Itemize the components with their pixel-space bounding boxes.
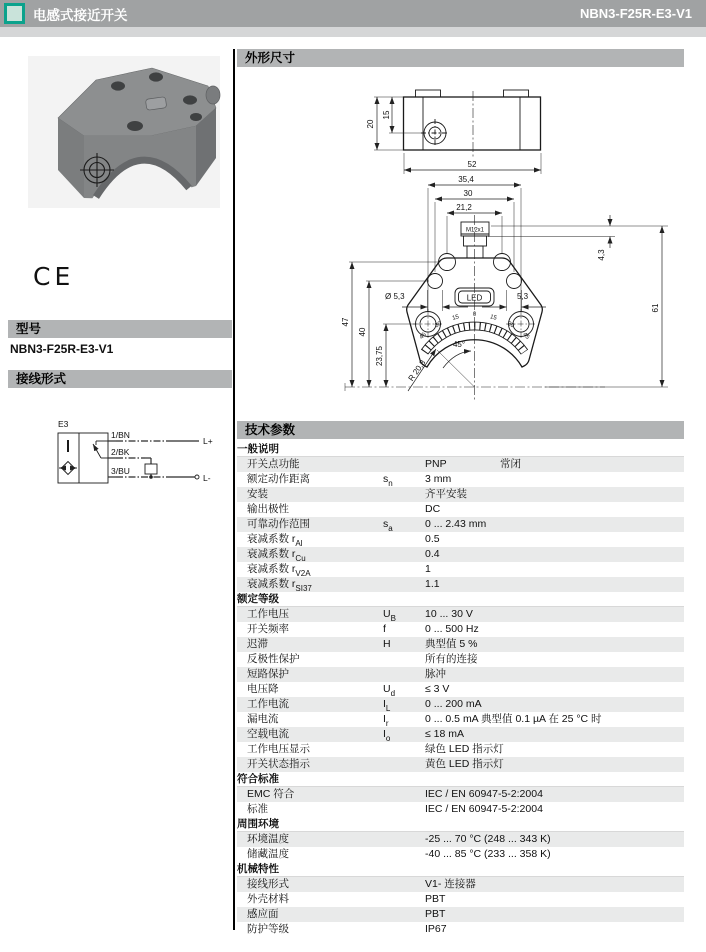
dim-slot-spacing: 21,2 <box>456 203 472 212</box>
model-number: NBN3-F25R-E3-V1 <box>10 342 114 356</box>
specs-section-header: 技术参数 <box>237 421 684 439</box>
spec-row: 输出极性 DC <box>247 503 441 515</box>
lplus-label: L+ <box>203 436 213 446</box>
dim-hole-spacing: 35,4 <box>458 175 474 184</box>
column-divider <box>233 49 235 930</box>
dimensions-section-header: 外形尺寸 <box>237 49 684 67</box>
mounting-hole <box>149 72 163 81</box>
dim-side-height: 20 <box>366 119 375 129</box>
wire2-label: 2/BK <box>111 447 130 457</box>
spec-row: 接线形式 V1- 连接器 <box>237 877 684 892</box>
dim-width: 52 <box>467 160 477 169</box>
product-photo <box>28 56 220 208</box>
spec-row: 反极性保护 所有的连接 <box>247 653 478 665</box>
spec-group-title: 周围环境 <box>237 817 684 832</box>
connector-thread-label: M12x1 <box>465 227 485 234</box>
mounting-hole <box>111 81 125 90</box>
spec-row: 空载电流 $I_o$ ≤ 18 mA <box>237 727 684 742</box>
dim-circle-spacing: 30 <box>463 189 473 198</box>
mounting-hole <box>190 113 202 121</box>
dim-h40: 40 <box>358 327 367 337</box>
side-target-symbol <box>421 119 449 147</box>
dim-angle: 45° <box>452 340 466 349</box>
spec-group-title: 机械特性 <box>237 862 684 877</box>
side-view <box>366 90 541 174</box>
dim-h2375: 23,75 <box>375 345 384 367</box>
spec-row: 衰减系数 $r_{Cu}$ 0.4 <box>237 547 684 562</box>
wiring-diagram <box>40 415 225 507</box>
spec-row: 额定动作距离 $s_n$ 3 mm <box>247 473 452 489</box>
ce-mark: CE <box>33 262 75 291</box>
spec-row: 工作电压 $U_B$ 10 ... 30 V <box>237 607 684 622</box>
wiring-variant-label: E3 <box>58 419 69 429</box>
dim-total-height: 61 <box>651 303 660 313</box>
page-header <box>0 0 706 27</box>
page-title: 电感式接近开关 <box>33 7 128 23</box>
spec-row: 电压降 $U_d$ ≤ 3 V <box>247 683 450 699</box>
wire3-label: 3/BU <box>111 466 130 476</box>
load-symbol <box>145 464 157 474</box>
spec-group-title: 符合标准 <box>237 772 684 787</box>
spec-row: 漏电流 $I_r$ 0 ... 0.5 mA 典型值 0.1 µA 在 25 °C 时 <box>247 713 602 729</box>
led-label: LED <box>466 293 483 303</box>
brand-icon <box>4 3 25 24</box>
front-view <box>341 175 668 402</box>
spec-row: 标准 IEC / EN 60947-5-2:2004 <box>247 803 543 815</box>
dimension-drawing <box>236 72 706 417</box>
spec-row: 衰减系数 $r_{Al}$ 0.5 <box>247 533 440 549</box>
connector-stub <box>206 86 220 104</box>
spec-group-mechanical <box>237 877 684 937</box>
lminus-label: L- <box>203 473 211 483</box>
dim-h47: 47 <box>341 317 350 327</box>
inductive-symbol <box>59 462 77 475</box>
spec-row: 开关频率 f 0 ... 500 Hz <box>247 623 479 635</box>
dim-hole-dia-left: Ø 5,3 <box>385 292 405 301</box>
spec-row: 迟滞 H 典型值 5 % <box>237 637 684 652</box>
header-separator <box>0 27 706 37</box>
dim-offset: 4,3 <box>597 249 606 261</box>
model-section-header: 型号 <box>8 320 232 338</box>
spec-row: 工作电压显示 绿色 LED 指示灯 <box>247 743 504 755</box>
specs-table <box>237 442 684 937</box>
scale-label-15l: 15 <box>451 314 460 322</box>
sensor-window <box>145 97 166 111</box>
spec-group-standards <box>237 787 684 817</box>
spec-row: 衰减系数 $r_{SI37}$ 1.1 <box>237 577 684 592</box>
spec-group-title: 一般说明 <box>237 442 684 457</box>
spec-row: EMC 符合 IEC / EN 60947-5-2:2004 <box>237 787 684 802</box>
spec-row: 衰减系数 $r_{V2A}$ 1 <box>247 563 431 579</box>
spec-row: 短路保护 脉冲 <box>237 667 684 682</box>
spec-row: 环境温度 -25 ... 70 °C (248 ... 343 K) <box>237 832 684 847</box>
spec-row: 储藏温度 -40 ... 85 °C (233 ... 358 K) <box>247 848 551 860</box>
dim-radius: R 20,8 <box>406 358 428 383</box>
header-model-number: NBN3-F25R-E3-V1 <box>580 6 692 21</box>
scale-label-45l: 45 <box>418 331 428 341</box>
scale-label-30l: 30 <box>434 320 443 330</box>
switch-symbol <box>93 441 108 458</box>
mounting-hole <box>127 121 143 131</box>
spec-row: 防护等级 IP67 <box>247 923 447 935</box>
wire1-label: 1/BN <box>111 430 130 440</box>
terminal-dot <box>195 475 199 479</box>
mounting-hole <box>183 95 197 104</box>
scale-label-30r: 30 <box>506 320 515 330</box>
spec-row: 工作电流 $I_L$ 0 ... 200 mA <box>237 697 684 712</box>
scale-label-15r: 15 <box>489 314 498 322</box>
spec-row: 开关点功能 PNP 常闭 <box>237 457 684 472</box>
scale-label-0: 0 <box>472 312 477 318</box>
spec-group-ambient <box>237 832 684 862</box>
scale-label-45r: 45 <box>521 331 531 341</box>
spec-group-general <box>237 457 684 592</box>
wiring-section-header: 接线形式 <box>8 370 232 388</box>
spec-group-ratings <box>237 607 684 772</box>
dim-side-hole: 15 <box>382 110 391 120</box>
spec-row: 外壳材料 PBT <box>247 893 446 905</box>
spec-row: 开关状态指示 黄色 LED 指示灯 <box>237 757 684 772</box>
spec-row: 感应面 PBT <box>237 907 684 922</box>
spec-row: 安装 齐平安装 <box>237 487 684 502</box>
spec-group-title: 额定等级 <box>237 592 684 607</box>
spec-row: 可靠动作范围 $s_a$ 0 ... 2.43 mm <box>237 517 684 532</box>
dim-hole-dia-right: 5,3 <box>517 292 529 301</box>
